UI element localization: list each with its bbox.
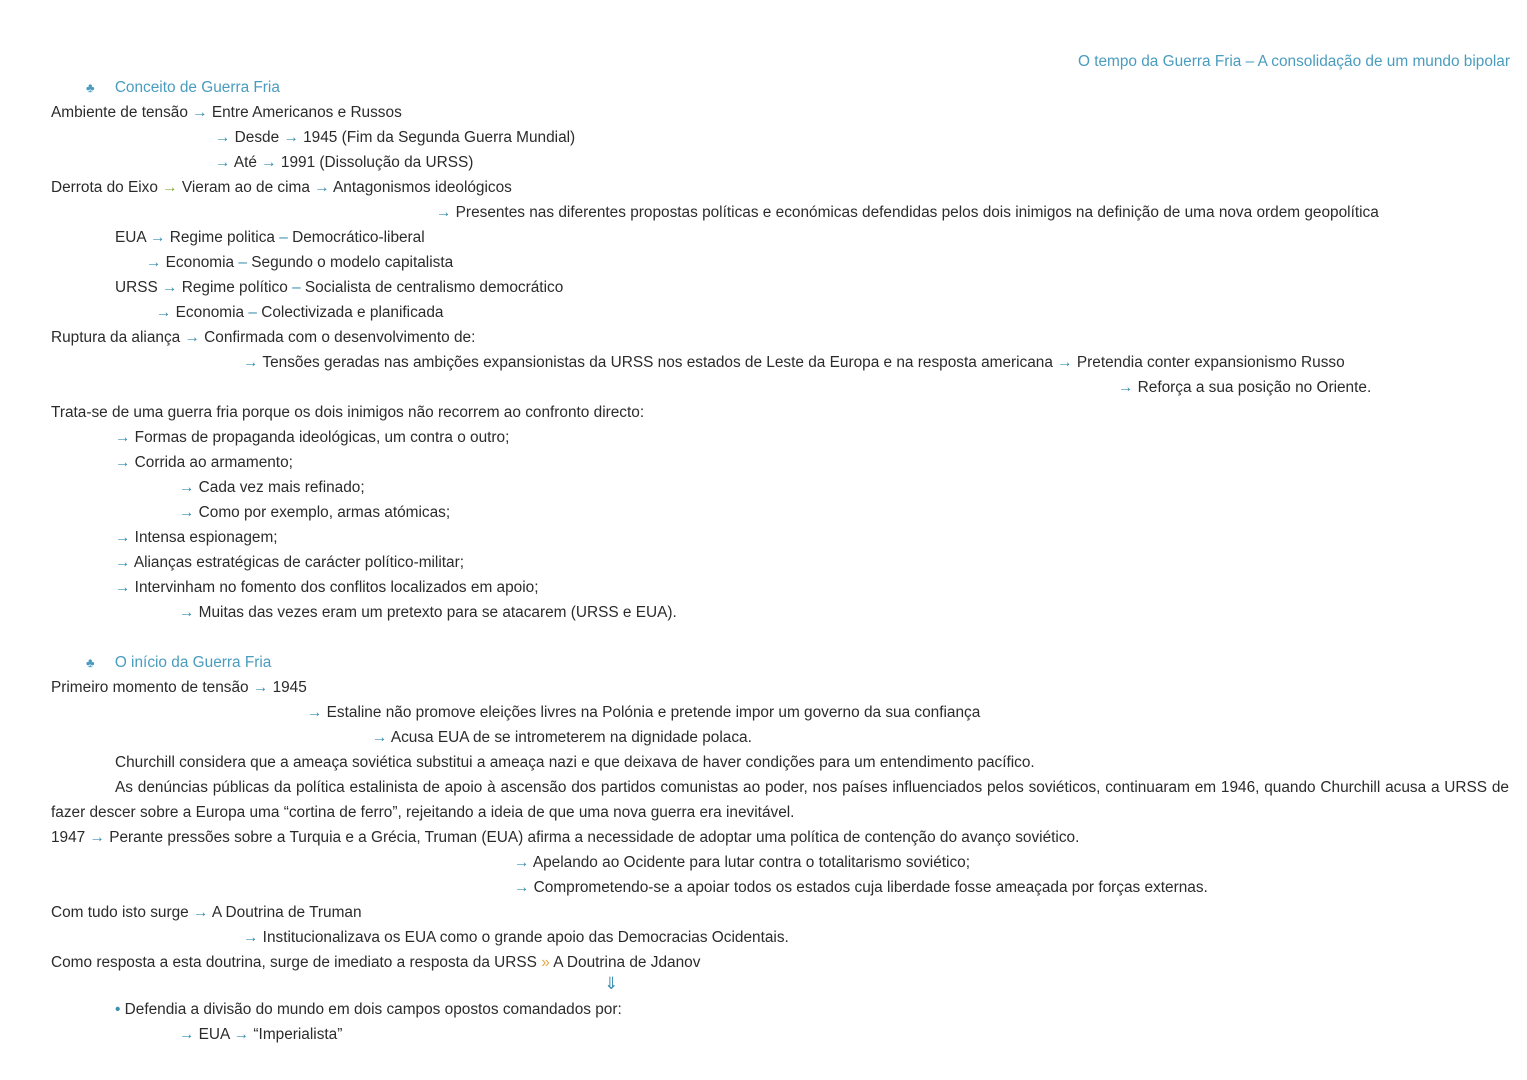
paragraph-line: Churchill considera que a ameaça soviética substitui a ameaça nazi e que deixava de haver condições para um entendimento pacífico. bbox=[115, 754, 1035, 771]
text-line: Ruptura da aliança → Confirmada com o desenvolvimento de: bbox=[51, 329, 476, 346]
right-arrow-icon: → bbox=[89, 829, 105, 846]
right-arrow-icon: → bbox=[179, 1026, 195, 1043]
right-arrow-icon: → bbox=[162, 179, 178, 196]
list-item: → Intervinham no fomento dos conflitos localizados em apoio; bbox=[115, 579, 539, 596]
bullet-icon: • bbox=[115, 1001, 121, 1018]
list-item: → Apelando ao Ocidente para lutar contra o totalitarismo soviético; bbox=[514, 854, 970, 871]
text-line: → Economia – Segundo o modelo capitalista bbox=[146, 254, 454, 271]
right-arrow-icon: → bbox=[283, 129, 299, 146]
right-arrow-icon: → bbox=[436, 204, 452, 221]
right-arrow-icon: → bbox=[243, 354, 259, 371]
section-title-text: O início da Guerra Fria bbox=[114, 654, 272, 671]
text-line: → Reforça a sua posição no Oriente. bbox=[1118, 379, 1372, 396]
right-arrow-icon: → bbox=[215, 129, 231, 146]
text-line: Como resposta a esta doutrina, surge de imediato a resposta da URSS » A Doutrina de Jdanov bbox=[51, 954, 701, 971]
right-arrow-icon: → bbox=[115, 579, 131, 596]
right-arrow-icon: → bbox=[1118, 379, 1134, 396]
text-line: Derrota do Eixo → Vieram ao de cima → Antagonismos ideológicos bbox=[51, 179, 512, 196]
list-item: → Comprometendo-se a apoiar todos os estados cuja liberdade fosse ameaçada por forças externas. bbox=[514, 879, 1208, 896]
list-item: → EUA → “Imperialista” bbox=[179, 1026, 343, 1043]
right-arrow-icon: → bbox=[115, 429, 131, 446]
right-arrow-icon: → bbox=[115, 529, 131, 546]
right-arrow-icon: → bbox=[146, 254, 162, 271]
list-item: → Corrida ao armamento; bbox=[115, 454, 293, 471]
right-arrow-icon: → bbox=[156, 304, 172, 321]
right-arrow-icon: → bbox=[243, 929, 259, 946]
text-line: → Desde → 1945 (Fim da Segunda Guerra Mundial) bbox=[215, 129, 576, 146]
text-line: Primeiro momento de tensão → 1945 bbox=[51, 679, 307, 696]
section-title-text: Conceito de Guerra Fria bbox=[114, 79, 280, 96]
right-arrow-icon: → bbox=[1057, 354, 1073, 371]
paragraph-line: fazer descer sobre a Europa uma “cortina de ferro”, rejeitando a ideia de que uma nova guerra era inevitável. bbox=[51, 804, 795, 821]
text-line: → Economia – Colectivizada e planificada bbox=[156, 304, 444, 321]
right-arrow-icon: → bbox=[372, 729, 388, 746]
list-item: → Cada vez mais refinado; bbox=[179, 479, 365, 496]
right-arrow-icon: → bbox=[184, 329, 200, 346]
right-arrow-icon: → bbox=[314, 179, 330, 196]
right-arrow-icon: → bbox=[514, 854, 530, 871]
text-line: → Institucionalizava os EUA como o grande apoio das Democracias Ocidentais. bbox=[243, 929, 789, 946]
right-arrow-icon: → bbox=[215, 154, 231, 171]
text-line: → Até → 1991 (Dissolução da URSS) bbox=[215, 154, 474, 171]
right-arrow-icon: → bbox=[115, 454, 131, 471]
text-line: 1947 → Perante pressões sobre a Turquia e a Grécia, Truman (EUA) afirma a necessidade de adoptar uma política de contenção do avanço soviético. bbox=[51, 829, 1080, 846]
right-arrow-icon: → bbox=[233, 1026, 250, 1043]
right-arrow-icon: → bbox=[115, 554, 131, 571]
right-arrow-icon: → bbox=[514, 879, 530, 896]
list-item: → Muitas das vezes eram um pretexto para se atacarem (URSS e EUA). bbox=[179, 604, 677, 621]
list-item: → Como por exemplo, armas atómicas; bbox=[179, 504, 451, 521]
list-item: → Formas de propaganda ideológicas, um contra o outro; bbox=[115, 429, 510, 446]
right-arrow-icon: → bbox=[179, 479, 195, 496]
list-item: → Intensa espionagem; bbox=[115, 529, 278, 546]
text-line: Com tudo isto surge → A Doutrina de Truman bbox=[51, 904, 362, 921]
text-line: → Tensões geradas nas ambições expansionistas da URSS nos estados de Leste da Europa e na resposta americana → Pretendia conter expansionismo Russo bbox=[243, 354, 1345, 371]
bullet-item: • Defendia a divisão do mundo em dois campos opostos comandados por: bbox=[115, 1001, 622, 1018]
text-line: → Presentes nas diferentes propostas políticas e económicas defendidas pelos dois inimigos na definição de uma nova ordem geopolítica bbox=[436, 204, 1379, 221]
section-title-1 bbox=[86, 78, 280, 98]
right-arrow-icon: → bbox=[193, 904, 209, 921]
section-title-2 bbox=[86, 653, 271, 673]
right-arrow-icon: → bbox=[192, 104, 208, 121]
right-arrow-icon: → bbox=[162, 279, 178, 296]
text-line: EUA → Regime politica – Democrático-liberal bbox=[115, 229, 425, 246]
paragraph-line: As denúncias públicas da política estalinista de apoio à ascensão dos partidos comunistas ao poder, nos países influenciados pelos soviéticos, continuaram em 1946, quando Churchill acusa a URSS de bbox=[115, 779, 1509, 796]
right-arrow-icon: → bbox=[252, 679, 269, 696]
list-item: → Alianças estratégicas de carácter político-militar; bbox=[115, 554, 465, 571]
text-line: URSS → Regime político – Socialista de centralismo democrático bbox=[115, 279, 564, 296]
page-header: O tempo da Guerra Fria – A consolidação de um mundo bipolar bbox=[1077, 53, 1510, 70]
text-line: → Acusa EUA de se intrometerem na dignidade polaca. bbox=[372, 729, 752, 746]
text-line: → Estaline não promove eleições livres na Polónia e pretende impor um governo da sua confiança bbox=[307, 704, 981, 721]
text-line: Trata-se de uma guerra fria porque os dois inimigos não recorrem ao confronto directo: bbox=[51, 404, 645, 421]
club-icon: ♣ bbox=[86, 80, 95, 95]
right-arrow-icon: → bbox=[179, 504, 195, 521]
double-down-arrow-icon: ⇓ bbox=[604, 974, 619, 993]
right-arrow-icon: → bbox=[179, 604, 195, 621]
text-line: Ambiente de tensão → Entre Americanos e Russos bbox=[51, 104, 402, 121]
right-arrow-icon: → bbox=[307, 704, 323, 721]
right-arrow-icon: → bbox=[261, 154, 277, 171]
right-arrow-icon: → bbox=[150, 229, 166, 246]
club-icon: ♣ bbox=[86, 655, 95, 670]
